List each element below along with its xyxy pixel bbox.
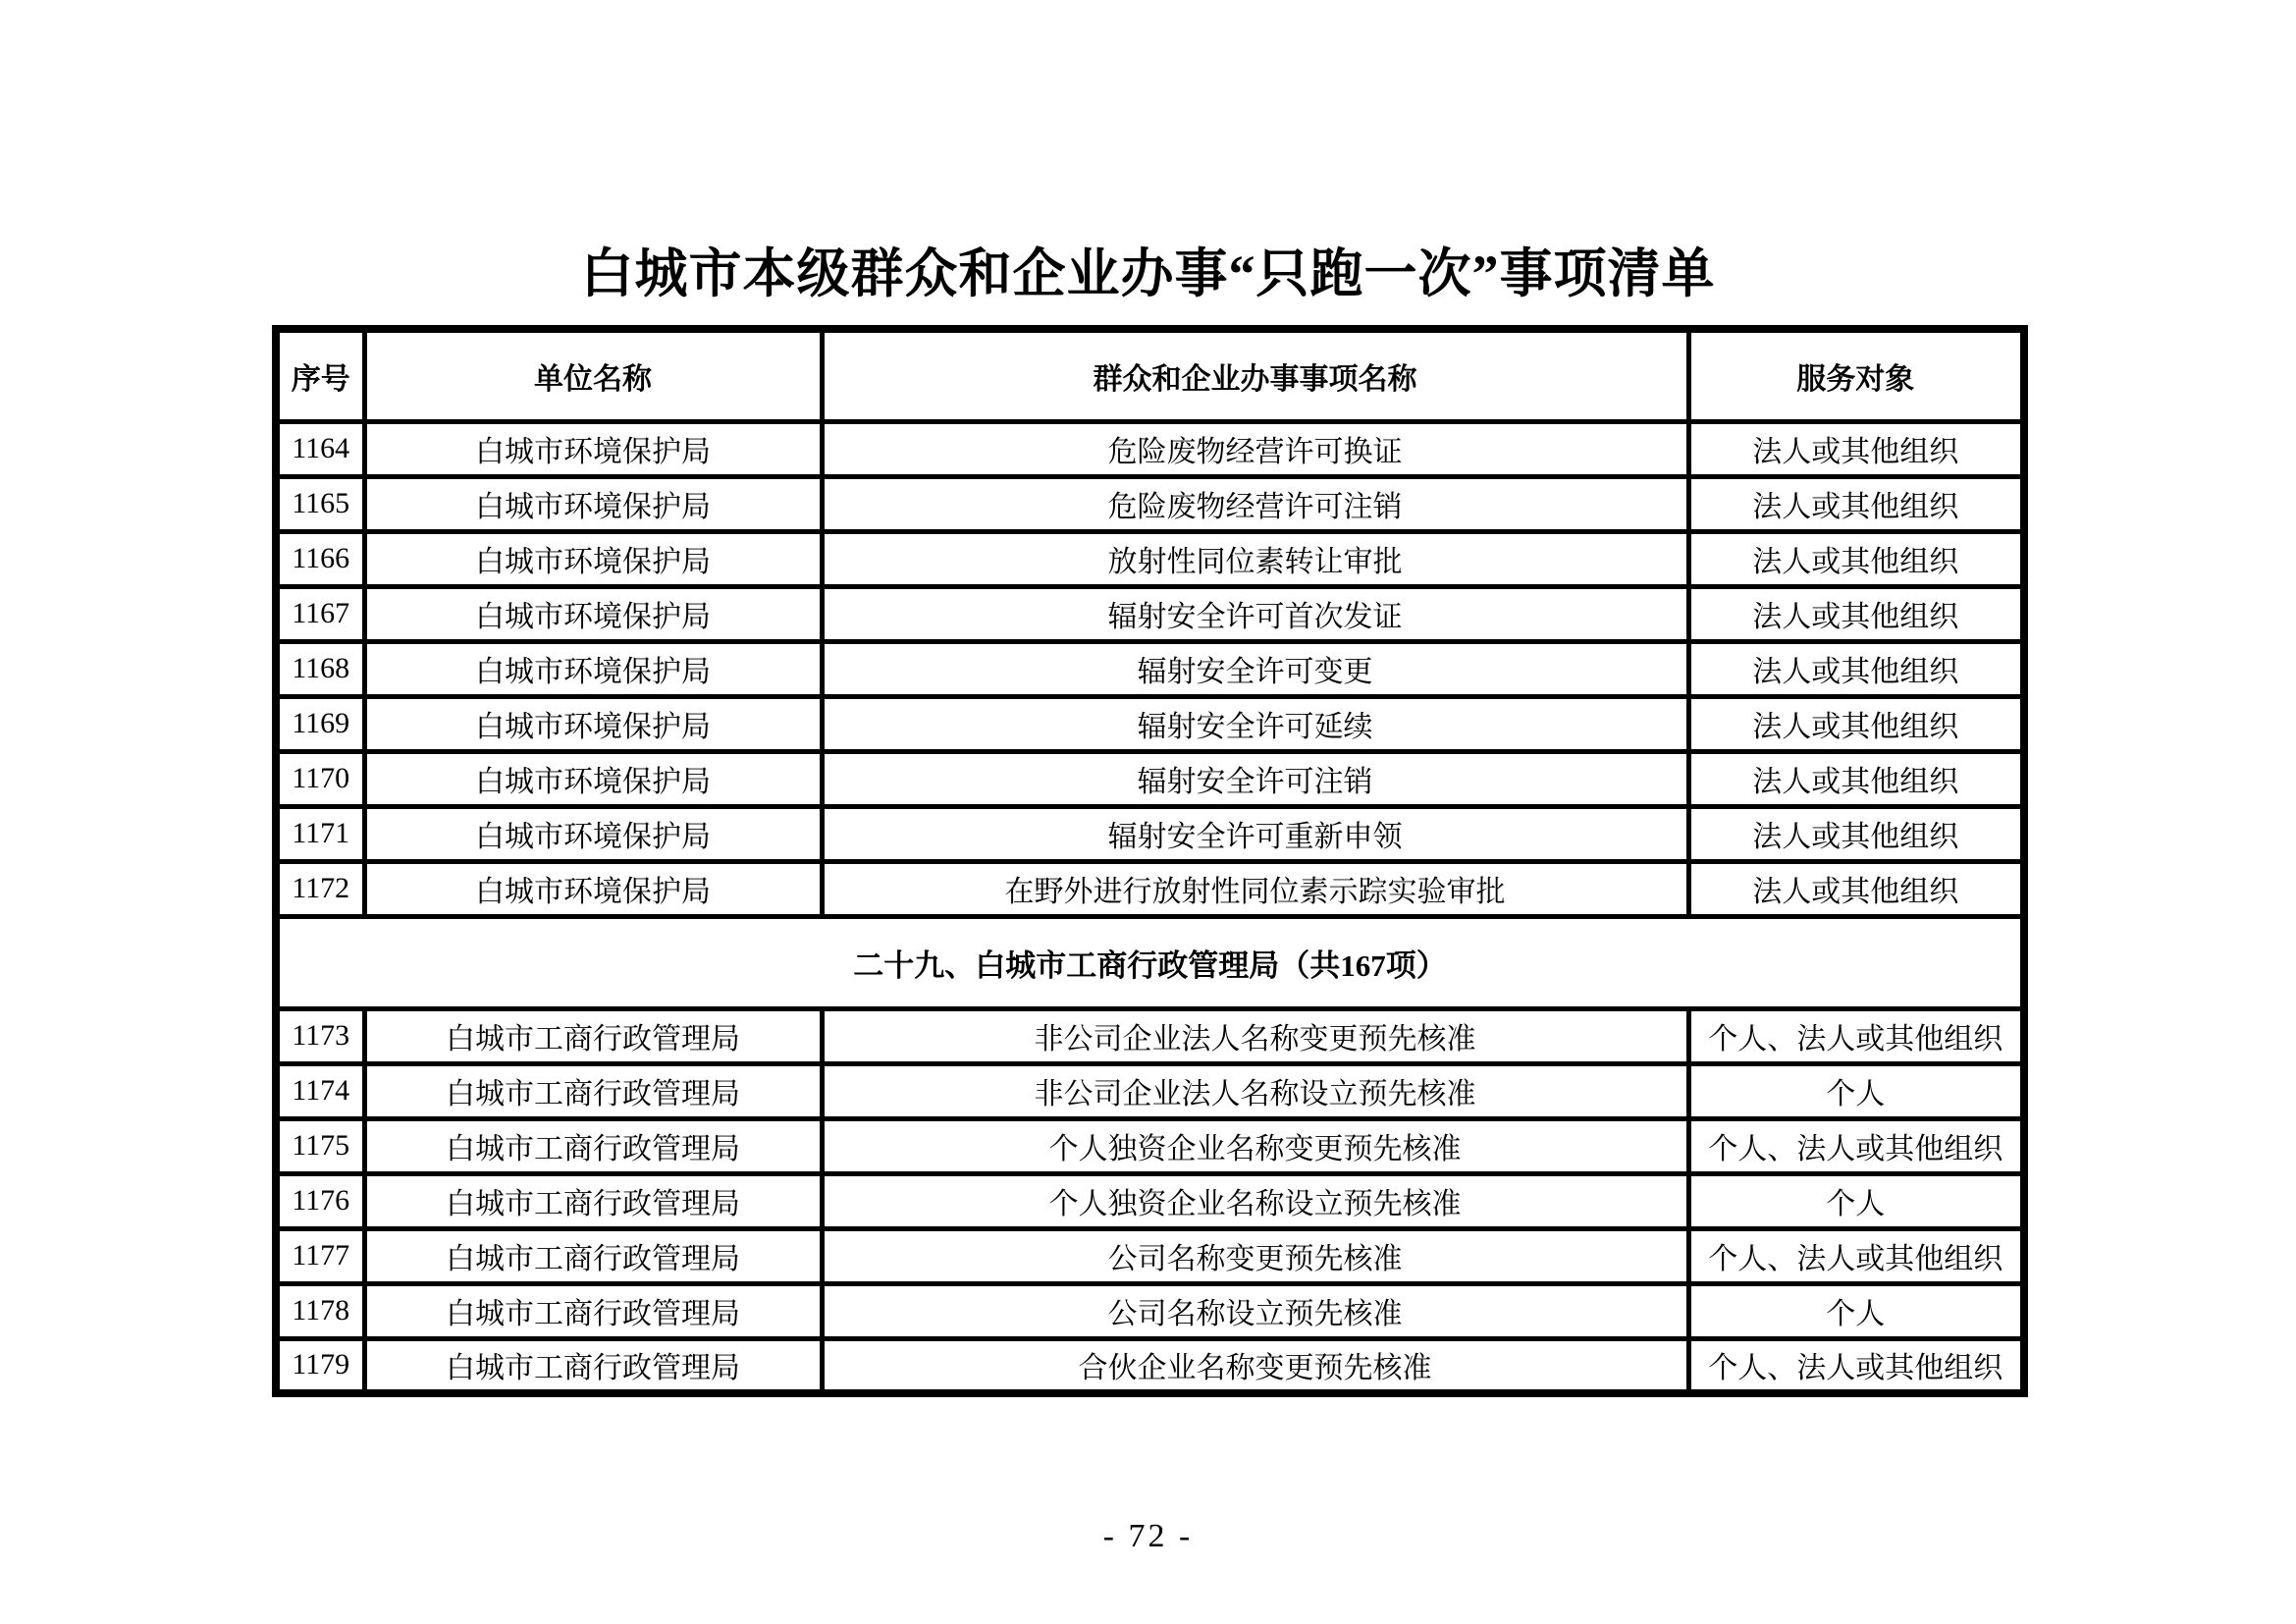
cell-service-target: 法人或其他组织 (1688, 751, 2024, 806)
cell-index: 1165 (276, 476, 364, 531)
table-row (276, 586, 2024, 641)
cell-unit-name: 白城市环境保护局 (364, 421, 822, 476)
cell-item-name: 公司名称变更预先核准 (822, 1228, 1688, 1283)
table-row (276, 1283, 2024, 1338)
cell-service-target: 个人、法人或其他组织 (1688, 1118, 2024, 1173)
cell-item-name: 在野外进行放射性同位素示踪实验审批 (822, 861, 1688, 916)
cell-unit-name: 白城市环境保护局 (364, 751, 822, 806)
cell-unit-name: 白城市环境保护局 (364, 531, 822, 586)
cell-item-name: 个人独资企业名称设立预先核准 (822, 1173, 1688, 1228)
table-row (276, 1118, 2024, 1173)
table-row (276, 1338, 2024, 1393)
cell-service-target: 个人 (1688, 1063, 2024, 1118)
column-header-index: 序号 (276, 329, 364, 421)
cell-index: 1168 (276, 641, 364, 696)
cell-unit-name: 白城市环境保护局 (364, 696, 822, 751)
cell-index: 1170 (276, 751, 364, 806)
cell-item-name: 辐射安全许可延续 (822, 696, 1688, 751)
cell-unit-name: 白城市工商行政管理局 (364, 1228, 822, 1283)
cell-service-target: 法人或其他组织 (1688, 476, 2024, 531)
cell-unit-name: 白城市工商行政管理局 (364, 1338, 822, 1393)
cell-unit-name: 白城市工商行政管理局 (364, 1063, 822, 1118)
cell-index: 1167 (276, 586, 364, 641)
table-row (276, 1173, 2024, 1228)
cell-service-target: 法人或其他组织 (1688, 861, 2024, 916)
cell-index: 1176 (276, 1173, 364, 1228)
table-row (276, 751, 2024, 806)
cell-unit-name: 白城市环境保护局 (364, 861, 822, 916)
cell-unit-name: 白城市工商行政管理局 (364, 1173, 822, 1228)
cell-index: 1164 (276, 421, 364, 476)
cell-service-target: 个人 (1688, 1173, 2024, 1228)
column-header-target: 服务对象 (1688, 329, 2024, 421)
cell-item-name: 危险废物经营许可注销 (822, 476, 1688, 531)
cell-service-target: 个人、法人或其他组织 (1688, 1228, 2024, 1283)
cell-item-name: 危险废物经营许可换证 (822, 421, 1688, 476)
table-row (276, 861, 2024, 916)
table-row (276, 1008, 2024, 1063)
cell-service-target: 法人或其他组织 (1688, 586, 2024, 641)
cell-index: 1175 (276, 1118, 364, 1173)
column-header-item: 群众和企业办事事项名称 (822, 329, 1688, 421)
cell-unit-name: 白城市环境保护局 (364, 806, 822, 861)
table-header-row (276, 329, 2024, 421)
cell-item-name: 个人独资企业名称变更预先核准 (822, 1118, 1688, 1173)
cell-service-target: 法人或其他组织 (1688, 806, 2024, 861)
cell-item-name: 公司名称设立预先核准 (822, 1283, 1688, 1338)
cell-index: 1173 (276, 1008, 364, 1063)
cell-index: 1166 (276, 531, 364, 586)
cell-service-target: 法人或其他组织 (1688, 696, 2024, 751)
cell-index: 1178 (276, 1283, 364, 1338)
cell-item-name: 非公司企业法人名称设立预先核准 (822, 1063, 1688, 1118)
cell-index: 1177 (276, 1228, 364, 1283)
cell-item-name: 辐射安全许可首次发证 (822, 586, 1688, 641)
cell-service-target: 法人或其他组织 (1688, 641, 2024, 696)
cell-index: 1172 (276, 861, 364, 916)
table-row (276, 476, 2024, 531)
table-row (276, 696, 2024, 751)
cell-item-name: 辐射安全许可变更 (822, 641, 1688, 696)
cell-index: 1179 (276, 1338, 364, 1393)
cell-unit-name: 白城市工商行政管理局 (364, 1008, 822, 1063)
cell-item-name: 放射性同位素转让审批 (822, 531, 1688, 586)
cell-item-name: 辐射安全许可注销 (822, 751, 1688, 806)
column-header-unit: 单位名称 (364, 329, 822, 421)
section-header: 二十九、白城市工商行政管理局（共167项） (276, 916, 2024, 1008)
cell-service-target: 法人或其他组织 (1688, 421, 2024, 476)
cell-unit-name: 白城市环境保护局 (364, 476, 822, 531)
table-row (276, 531, 2024, 586)
cell-index: 1169 (276, 696, 364, 751)
cell-item-name: 辐射安全许可重新申领 (822, 806, 1688, 861)
page-title: 白城市本级群众和企业办事“只跑一次”事项清单 (580, 244, 1716, 303)
cell-unit-name: 白城市工商行政管理局 (364, 1118, 822, 1173)
table-row (276, 641, 2024, 696)
section-header-row (276, 916, 2024, 1008)
cell-item-name: 非公司企业法人名称变更预先核准 (822, 1008, 1688, 1063)
cell-service-target: 个人、法人或其他组织 (1688, 1008, 2024, 1063)
page-number: - 72 - (1102, 1518, 1194, 1554)
table-row (276, 1228, 2024, 1283)
table-row (276, 1063, 2024, 1118)
cell-service-target: 个人、法人或其他组织 (1688, 1338, 2024, 1393)
cell-index: 1174 (276, 1063, 364, 1118)
cell-unit-name: 白城市环境保护局 (364, 641, 822, 696)
cell-unit-name: 白城市工商行政管理局 (364, 1283, 822, 1338)
cell-index: 1171 (276, 806, 364, 861)
cell-service-target: 法人或其他组织 (1688, 531, 2024, 586)
table-row (276, 806, 2024, 861)
items-table (272, 325, 2028, 1397)
table-row (276, 421, 2024, 476)
cell-item-name: 合伙企业名称变更预先核准 (822, 1338, 1688, 1393)
cell-unit-name: 白城市环境保护局 (364, 586, 822, 641)
cell-service-target: 个人 (1688, 1283, 2024, 1338)
